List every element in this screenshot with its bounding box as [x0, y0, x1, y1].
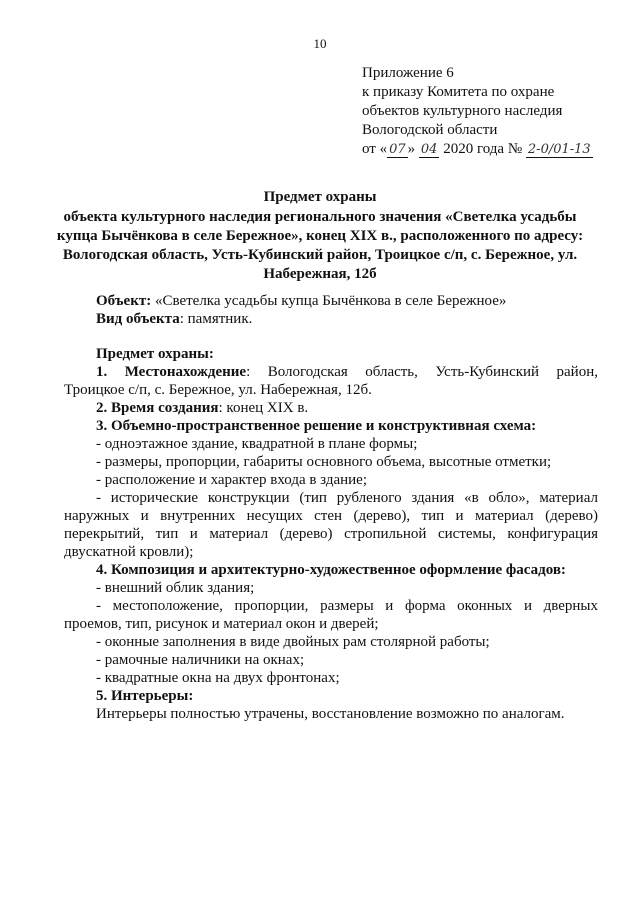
- section-3-item-1: - одноэтажное здание, квадратной в плане формы;: [96, 436, 418, 452]
- annex-date-line: [362, 140, 593, 159]
- annex-header: [362, 64, 593, 159]
- section-4-item-1: - внешний облик здания;: [96, 580, 255, 596]
- annex-line-3: объектов культурного наследия: [362, 103, 563, 119]
- section-3-long-c: перекрытий, тип и материал (дерево) стропильной системы, конфигурация: [64, 526, 598, 542]
- title-line-3: купца Бычёнкова в селе Бережное», конец XIX в., расположенного по адресу:: [56, 228, 584, 244]
- section-2-line: [64, 399, 598, 417]
- date-mid: »: [407, 141, 416, 157]
- section-3-item-2: - размеры, пропорции, габариты основного объема, высотные отметки;: [96, 454, 552, 470]
- object-value: «Светелка усадьбы купца Бычёнкова в селе Бережное»: [151, 293, 507, 309]
- date-year: 2020 года №: [443, 141, 523, 157]
- title-line-4: Вологодская область, Усть-Кубинский район, Троицкое с/п, с. Бережное, ул.: [62, 247, 578, 263]
- order-number-handwritten: 2-0/01-13: [527, 142, 591, 157]
- title-line-2: объекта культурного наследия регионального значения «Светелка усадьбы: [63, 209, 577, 225]
- section-3-long-a: - исторические конструкции (тип рубленого здания «в обло», материал: [96, 490, 598, 506]
- section-4-long-b: проемов, тип, рисунок и материал окон и дверей;: [64, 616, 379, 632]
- section-2-label: 2. Время создания: [96, 400, 219, 416]
- section-3-item-3: - расположение и характер входа в здание;: [96, 472, 368, 488]
- title-line-1: Предмет охраны: [263, 189, 377, 205]
- section-2-text: : конец XIX в.: [218, 400, 309, 416]
- section-1-text-a: : Вологодская область, Усть-Кубинский район,: [246, 364, 598, 380]
- date-day-handwritten: 07: [389, 142, 406, 157]
- subject-section: [64, 345, 598, 723]
- annex-line-1: Приложение 6: [362, 65, 454, 81]
- annex-line-4: Вологодской области: [362, 122, 498, 138]
- section-4-item-2: - оконные заполнения в виде двойных рам столярной работы;: [96, 634, 490, 650]
- document-title: [40, 188, 600, 284]
- object-info: [96, 292, 506, 328]
- section-3-long-b: наружных и внутренних несущих стен (дерево), тип и материал (дерево): [64, 508, 598, 524]
- section-3-long-d: двускатной кровли);: [64, 544, 194, 560]
- object-label: Объект:: [96, 293, 152, 309]
- section-1-text-b: Троицкое с/п, с. Бережное, ул. Набережная, 12б.: [64, 382, 372, 398]
- page-number: 10: [313, 36, 327, 51]
- section-4-item-4: - квадратные окна на двух фронтонах;: [96, 670, 340, 686]
- subject-heading: Предмет охраны:: [96, 346, 214, 362]
- section-1-label: 1. Местонахождение: [96, 364, 247, 380]
- date-month-handwritten: 04: [420, 142, 438, 157]
- object-line: [96, 292, 506, 310]
- object-type-value: : памятник.: [179, 311, 253, 327]
- section-4-long-a: - местоположение, пропорции, размеры и форма оконных и дверных: [96, 598, 598, 614]
- title-line-5: Набережная, 12б: [263, 266, 377, 282]
- section-4-item-3: - рамочные наличники на окнах;: [96, 652, 305, 668]
- section-4-label: 4. Композиция и архитектурно-художественное оформление фасадов:: [96, 562, 566, 578]
- date-prefix: от «: [362, 141, 388, 157]
- section-5-text: Интерьеры полностью утрачены, восстановление возможно по аналогам.: [96, 706, 565, 722]
- section-3-label: 3. Объемно-пространственное решение и конструктивная схема:: [96, 418, 537, 434]
- object-type-label: Вид объекта: [96, 311, 180, 327]
- object-type-line: [96, 310, 506, 328]
- section-5-label: 5. Интерьеры:: [96, 688, 194, 704]
- annex-line-2: к приказу Комитета по охране: [362, 84, 555, 100]
- section-1-line-a: [64, 363, 598, 381]
